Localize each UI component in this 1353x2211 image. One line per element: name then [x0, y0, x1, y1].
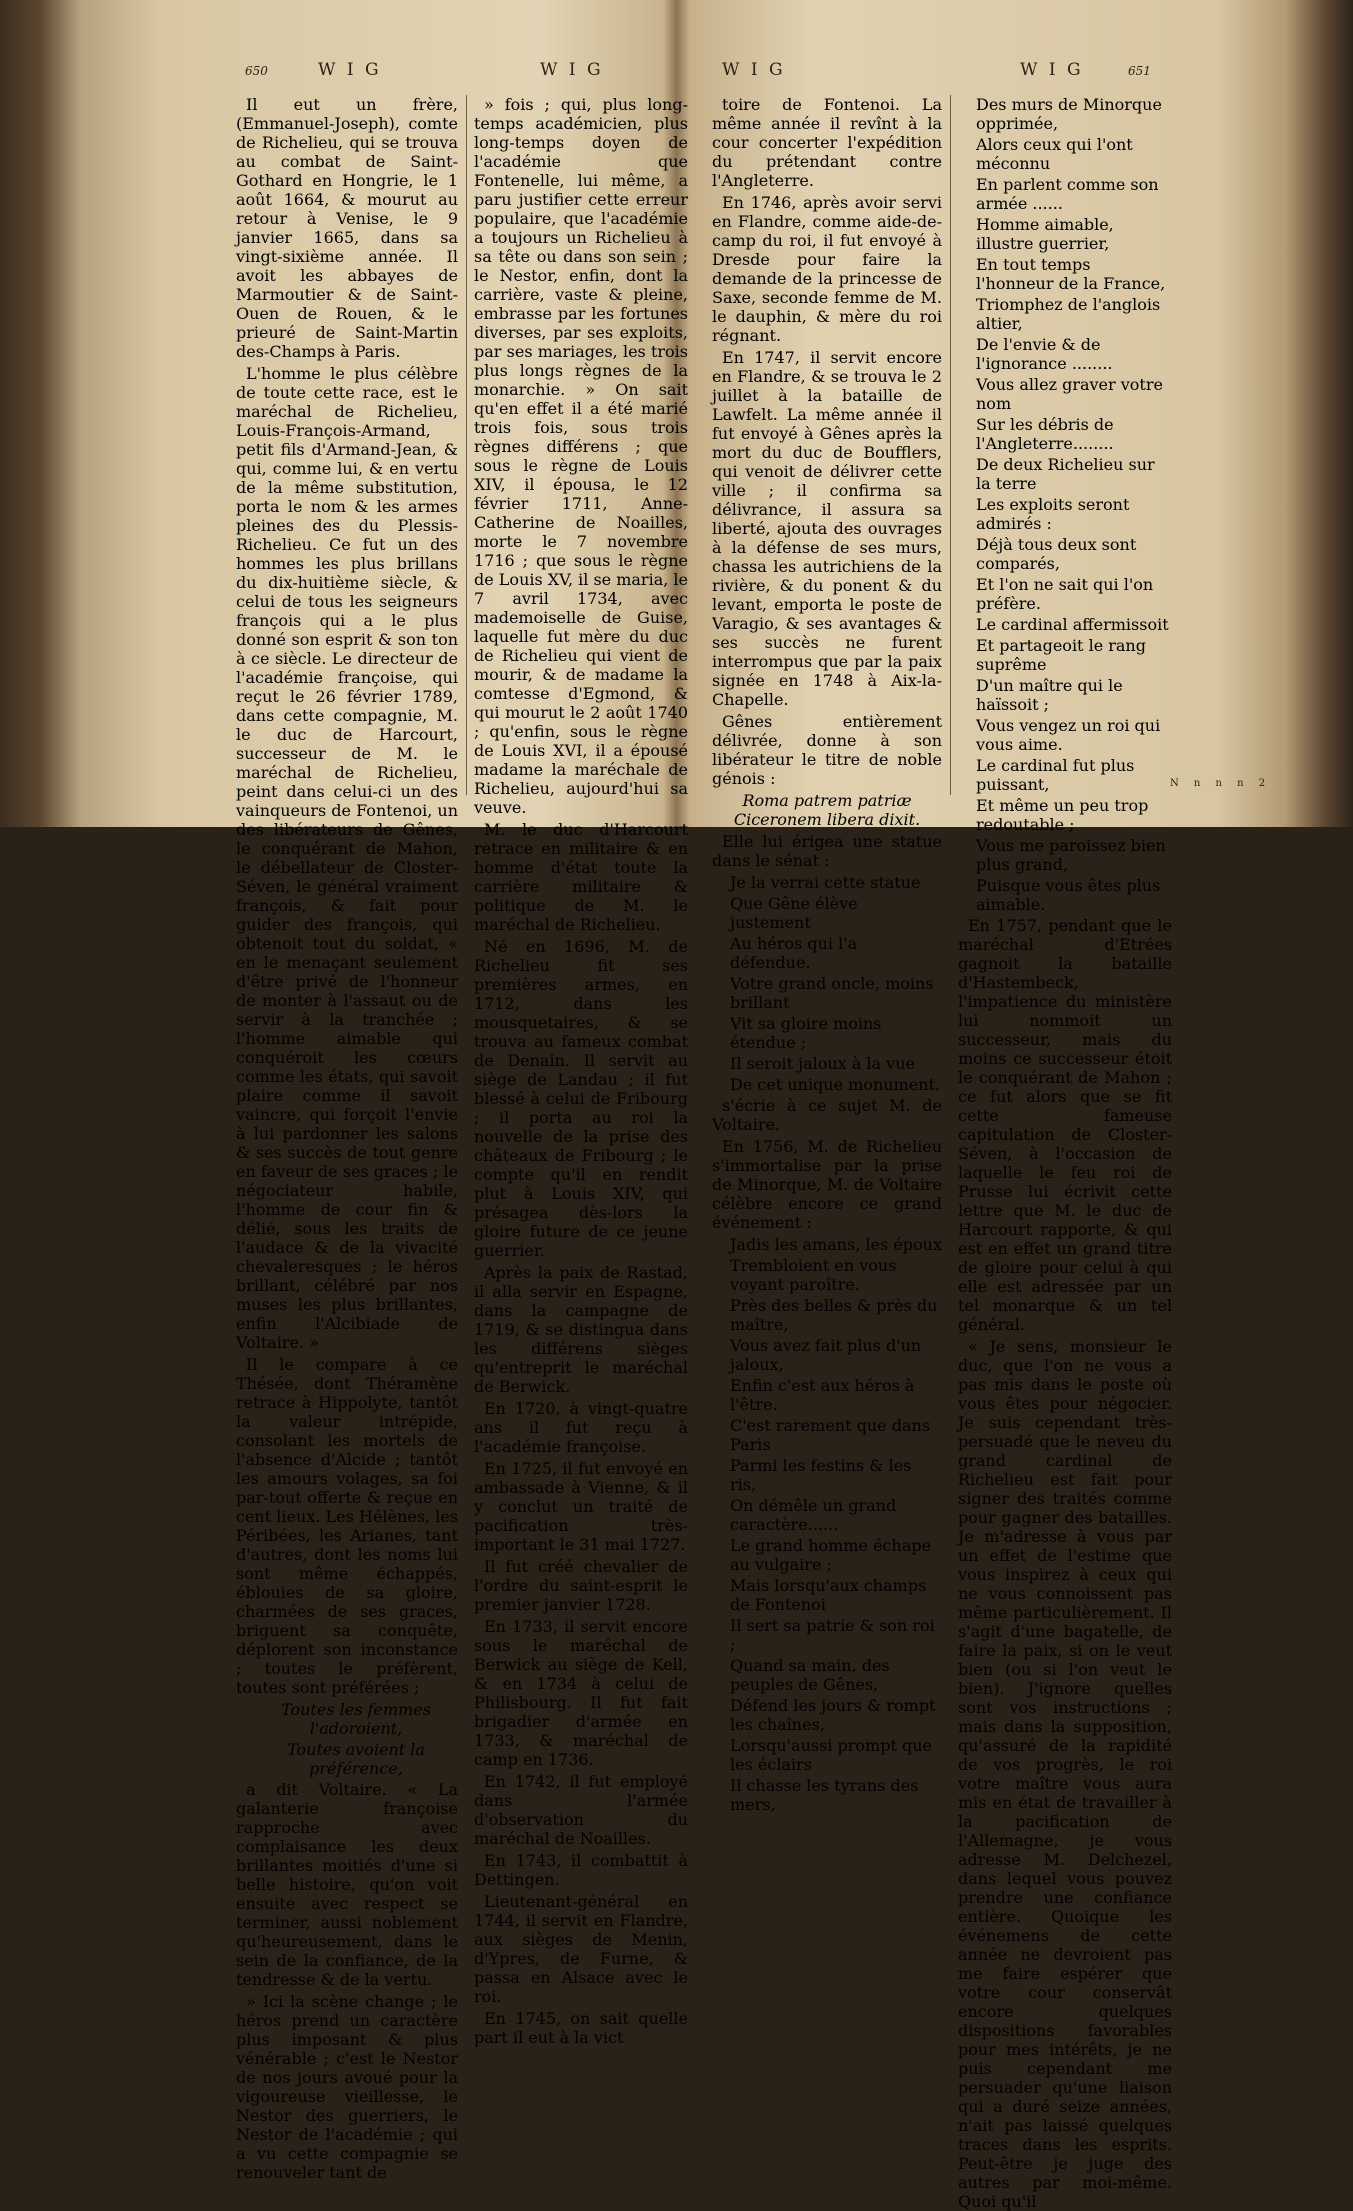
verse-line: Mais lorsqu'aux champs de Fontenoi: [730, 1576, 927, 1614]
verse-line: Le grand homme échape au vulgaire ;: [730, 1536, 932, 1574]
verse-line: En tout temps l'honneur de la France,: [976, 255, 1166, 293]
verse-line: Vous me paroissez bien plus grand,: [976, 836, 1166, 874]
signature-mark: N n n n 2: [1170, 778, 1272, 789]
paragraph: Gênes entièrement délivrée, donne à son libérateur le titre de noble génois :: [712, 712, 942, 788]
paragraph: Il fut créé chevalier de l'ordre du saint-esprit le premier janvier 1728.: [474, 1557, 688, 1614]
verse-line: Toutes avoient la préférence,: [287, 1740, 425, 1778]
verse-line: Au héros qui l'a défendue.: [730, 934, 858, 972]
verse-line: Trembloient en vous voyant paroître.: [730, 1256, 897, 1294]
verse-line: Que Gêne élève justement: [730, 894, 858, 932]
verse-line: Le cardinal affermissoit: [976, 615, 1169, 634]
paragraph: s'écrie à ce sujet M. de Voltaire.: [712, 1096, 942, 1134]
verse-line: Vit sa gloire moins étendue ;: [730, 1014, 882, 1052]
paragraph: toire de Fontenoi. La même année il revînt à la cour concerter l'expédition du prétendant contre l'Angleterre.: [712, 95, 942, 190]
paragraph: » Ici la scène change ; le héros prend un caractère plus imposant & plus vénérable ; c'est le Nestor de nos jours avoué pour la vigoureuse vieillesse, le Nestor des guerriers, le Nestor de l'académie ; qui a vu cette compagnie se renouveler tant de: [236, 1992, 458, 2182]
paragraph: Il le compare à ce Thésée, dont Théramène retrace à Hippolyte, tantôt la valeur intrépide, consolant les mortels de l'absence d'Alcide ; tantôt les amours volages, sa foi par-tout offerte & reçue en cent lieux. Les Hélènes, les Péribées, les Arianes, tant d'autres, dont les noms lui sont même échappés, éblouies de sa gloire, charmées de ses graces, briguent sa conquête, déplorent son inconstance ; toutes le préfèrent, toutes sont préférées ;: [236, 1355, 458, 1697]
verse-line: Je la verrai cette statue: [730, 873, 921, 892]
verse-line: Vous vengez un roi qui vous aime.: [976, 716, 1161, 754]
right-page-column-2: [958, 95, 1172, 2211]
verse-line: Déjà tous deux sont comparés,: [976, 535, 1137, 573]
paragraph: En 1733, il servit encore sous le maréchal de Berwick au siège de Kell, & en 1734 à celui de Philisbourg. Il fut fait brigadier d'armée en 1733, & maréchal de camp en 1736.: [474, 1617, 688, 1769]
verse-line: Vous allez graver votre nom: [976, 375, 1163, 413]
paragraph: « Je sens, monsieur le duc, que l'on ne vous a pas mis dans le poste où vous êtes pour négocier. Je suis cependant très-persuadé que le neveu du grand cardinal de Richelieu est fait pour signer des traités comme pour gagner des batailles. Je m'adresse à vous par un effet de l'estime que vous inspirez à ceux qui ne vous connoissent pas même particulièrement. Il s'agit d'une bagatelle, de faire la paix, si on le veut bien (ou si l'on veut le bien). J'ignore quelles sont vos instructions ; mais dans la supposition, qu'assuré de la rapidité de vos progrès, le roi votre maître vous aura mis en état de travailler à la pacification de l'Allemagne, je vous adresse M. Delchezel, dans lequel vous pouvez prendre une confiance entière. Quoique les événemens de cette année ne devroient pas me faire espérer que votre cour conservât encore quelques dispositions favorables pour mes intérêts, je ne puis cependant me persuader qu'une liaison qui a duré seize années, n'ait pas laissé quelques traces dans les esprits. Peut-être je juge des autres par moi-même. Quoi qu'il: [958, 1337, 1172, 2211]
verse-line: Quand sa main, des peuples de Gênes,: [730, 1656, 890, 1694]
running-head-right-2: W I G: [1020, 60, 1084, 80]
verse-line: On démêle un grand caractère......: [730, 1496, 897, 1534]
left-page-column-1: [236, 95, 458, 2182]
paragraph: En 1747, il servit encore en Flandre, & se trouva le 2 juillet à la bataille de Lawfelt. La même année il fut envoyé à Gênes après la mort du duc de Boufflers, qui venoit de délivrer cette ville ; il confirma sa délivrance, il assura sa liberté, ajouta des ouvrages à la défense de ses murs, chassa les autrichiens de la rivière, & du ponent & du levant, emporta le poste de Varagio, & ses avantages & ses succès ne furent interrompus que par la paix signée en 1748 à Aix-la-Chapelle.: [712, 348, 942, 709]
verse-line: Jadis les amans, les époux: [730, 1235, 942, 1254]
verse-line: Près des belles & près du maître,: [730, 1296, 938, 1334]
verse-line: Défend les jours & rompt les chaînes,: [730, 1696, 936, 1734]
verse-line: Des murs de Minorque opprimée,: [976, 95, 1162, 133]
paragraph: Lieutenant-général en 1744, il servit en Flandre, aux sièges de Menin, d'Ypres, de Furne, & passa en Alsace avec le roi.: [474, 1892, 688, 2006]
verse-line: Toutes les femmes l'adoroient,: [281, 1700, 431, 1738]
verse-line: Vous avez fait plus d'un jaloux,: [730, 1336, 922, 1374]
verse-line: De l'envie & de l'ignorance ........: [976, 335, 1113, 373]
verse-line: Il chasse les tyrans des mers,: [730, 1776, 919, 1814]
verse-line: Et même un peu trop redoutable ;: [976, 796, 1149, 834]
verse-line: C'est rarement que dans Paris: [730, 1416, 930, 1454]
paragraph: En 1725, il fut envoyé en ambassade à Vienne, & il y conclut un traité de pacification très-important le 31 mai 1727.: [474, 1459, 688, 1554]
paragraph: En 1757, pendant que le maréchal d'Etrées gagnoit la bataille d'Hastembeck, l'impatience du ministère lui nommoit un successeur, mais du moins ce successeur étoit le conquérant de Mahon ; ce fut alors que se fit cette fameuse capitulation de Closter-Séven, à l'occasion de laquelle le feu roi de Prusse lui écrivit cette lettre que M. le duc de Harcourt rapporte, & qui est en effet un grand titre de gloire pour celui à qui elle est adressée par un tel monarque & un tel général.: [958, 916, 1172, 1334]
page-number-right: 651: [1128, 64, 1151, 78]
paragraph: En 1746, après avoir servi en Flandre, comme aide-de-camp du roi, il fut envoyé à Dresde pour faire la demande de la princesse de Saxe, seconde femme de M. le dauphin, & mère du roi régnant.: [712, 193, 942, 345]
paragraph: Elle lui érigea une statue dans le sénat :: [712, 832, 942, 870]
verse-line: Les exploits seront admirés :: [976, 495, 1130, 533]
verse-line: Puisque vous êtes plus aimable.: [976, 876, 1161, 914]
verse-line: Triomphez de l'anglois altier,: [976, 295, 1161, 333]
verse-line: Le cardinal fut plus puissant,: [976, 756, 1135, 794]
verse-line: Il seroit jaloux à la vue: [730, 1054, 915, 1073]
latin-quote: Roma patrem patriæ Ciceronem libera dixit.: [733, 791, 921, 829]
verse-line: Alors ceux qui l'ont méconnu: [976, 135, 1133, 173]
paragraph: a dit Voltaire. « La galanterie françoise rapproche avec complaisance les deux brillantes moitiés d'une si belle histoire, qu'on voit ensuite avec respect se terminer, aussi noblement qu'heureusement, dans le sein de la confiance, de la tendresse & de la vertu.: [236, 1780, 458, 1989]
column-rule: [466, 95, 467, 795]
verse-line: En parlent comme son armée ......: [976, 175, 1159, 213]
verse-line: Il sert sa patrie & son roi ;: [730, 1616, 935, 1654]
verse-line: Et l'on ne sait qui l'on préfère.: [976, 575, 1154, 613]
paragraph: » fois ; qui, plus long-temps académicien, plus long-temps doyen de l'académie que Fontenelle, lui même, a paru justifier cette erreur populaire, que l'académie a toujours un Richelieu à sa tête ou dans son sein ; le Nestor, enfin, dont la carrière, vaste & pleine, embrasse par les fortunes diverses, par ses exploits, par ses mariages, les trois plus longs règnes de la monarchie. » On sait qu'en effet il a été marié trois fois, sous trois règnes différens ; que sous le règne de Louis XIV, il épousa, le 12 février 1711, Anne-Catherine de Noailles, morte le 7 novembre 1716 ; que sous le règne de Louis XV, il se maria, le 7 avril 1734, avec mademoiselle de Guise, laquelle fut mère du duc de Richelieu qui vient de mourir, & de madame la comtesse d'Egmond, & qui mourut le 2 août 1740 ; qu'enfin, sous le règne de Louis XVI, il a épousé madame la maréchale de Richelieu, aujourd'hui sa veuve.: [474, 95, 688, 817]
paragraph: Né en 1696, M. de Richelieu fit ses premières armes, en 1712, dans les mousquetaires, & se trouva au fameux combat de Denain. Il servit au siège de Landau ; il fut blessé à celui de Fribourg ; il porta au roi la nouvelle de la prise des châteaux de Fribourg ; le compte qu'il en rendit plut à Louis XIV, qui présagea dès-lors la gloire future de ce jeune guerrier.: [474, 937, 688, 1260]
verse-line: Votre grand oncle, moins brillant: [730, 974, 934, 1012]
running-head-left-2: W I G: [540, 60, 604, 80]
verse-line: D'un maître qui le haïssoit ;: [976, 676, 1123, 714]
paragraph: En 1756, M. de Richelieu s'immortalise par la prise de Minorque, M. de Voltaire célèbre encore ce grand événement :: [712, 1137, 942, 1232]
column-rule: [950, 95, 951, 795]
paragraph: En 1745, on sait quelle part il eut à la vict: [474, 2009, 688, 2047]
right-page-column-1: [712, 95, 942, 1814]
paragraph: Après la paix de Rastad, il alla servir en Espagne, dans la campagne de 1719, & se distingua dans les différens sièges qu'entreprit le maréchal de Berwick.: [474, 1263, 688, 1396]
paragraph: Il eut un frère, (Emmanuel-Joseph), comte de Richelieu, qui se trouva au combat de Saint-Gothard en Hongrie, le 1 août 1664, & mourut au retour à Venise, le 9 janvier 1665, dans sa vingt-sixième année. Il avoit les abbayes de Marmoutier & de Saint-Ouen de Rouen, & le prieuré de Saint-Martin des-Champs à Paris.: [236, 95, 458, 361]
verse-line: Sur les débris de l'Angleterre........: [976, 415, 1114, 453]
paragraph: L'homme le plus célèbre de toute cette race, est le maréchal de Richelieu, Louis-François-Armand, petit fils d'Armand-Jean, & qui, comme lui, & en vertu de la même substitution, porta le nom & les armes pleines des du Plessis-Richelieu. Ce fut un des hommes les plus brillans du dix-huitième siècle, & celui de tous les seigneurs françois qui a le plus donné son esprit & son ton à ce siècle. Le directeur de l'académie françoise, qui reçut le 26 février 1789, dans cette compagnie, M. le duc de Harcourt, successeur de M. le maréchal de Richelieu, peint dans celui-ci un des vainqueurs de Fontenoi, un des libérateurs de Gênes, le conquérant de Mahon, le débellateur de Closter-Séven, le général vraiment françois, & fait pour guider des françois, qui obtenoit tout du soldat, « en le menaçant seulement d'être privé de l'honneur de monter à l'assaut ou de servir à la tranchée ; l'homme aimable qui conquéroit les cœurs comme les états, qui savoit plaire comme il savoit vaincre, qui forçoit l'envie à lui pardonner les salons & ses succès de tout genre en faveur de ses graces ; le négociateur habile, l'homme de cour fin & délié, sous les traits de l'audace & de la vivacité chevaleresques ; le héros brillant, célébré par nos muses les plus brillantes, enfin l'Alcibiade de Voltaire. »: [236, 364, 458, 1352]
verse-line: Enfin c'est aux héros à l'être.: [730, 1376, 915, 1414]
verse-line: Parmi les festins & les ris,: [730, 1456, 912, 1494]
paragraph: M. le duc d'Harcourt retrace en militaire & en homme d'état toute la carrière militaire & politique de M. le maréchal de Richelieu.: [474, 820, 688, 934]
verse-line: Homme aimable, illustre guerrier,: [976, 215, 1114, 253]
left-page-column-2: [474, 95, 688, 2047]
verse-line: De cet unique monument.: [730, 1075, 941, 1094]
verse-line: Et partageoit le rang suprême: [976, 636, 1146, 674]
paragraph: En 1742, il fut employé dans l'armée d'observation du maréchal de Noailles.: [474, 1772, 688, 1848]
running-head-right-1: W I G: [722, 60, 786, 80]
paragraph: En 1743, il combattit à Dettingen.: [474, 1851, 688, 1889]
running-head-left-1: W I G: [318, 60, 382, 80]
verse-line: Lorsqu'aussi prompt que les éclairs: [730, 1736, 932, 1774]
paragraph: En 1720, à vingt-quatre ans il fut reçu à l'académie françoise.: [474, 1399, 688, 1456]
verse-line: De deux Richelieu sur la terre: [976, 455, 1155, 493]
page-number-left: 650: [245, 64, 268, 78]
